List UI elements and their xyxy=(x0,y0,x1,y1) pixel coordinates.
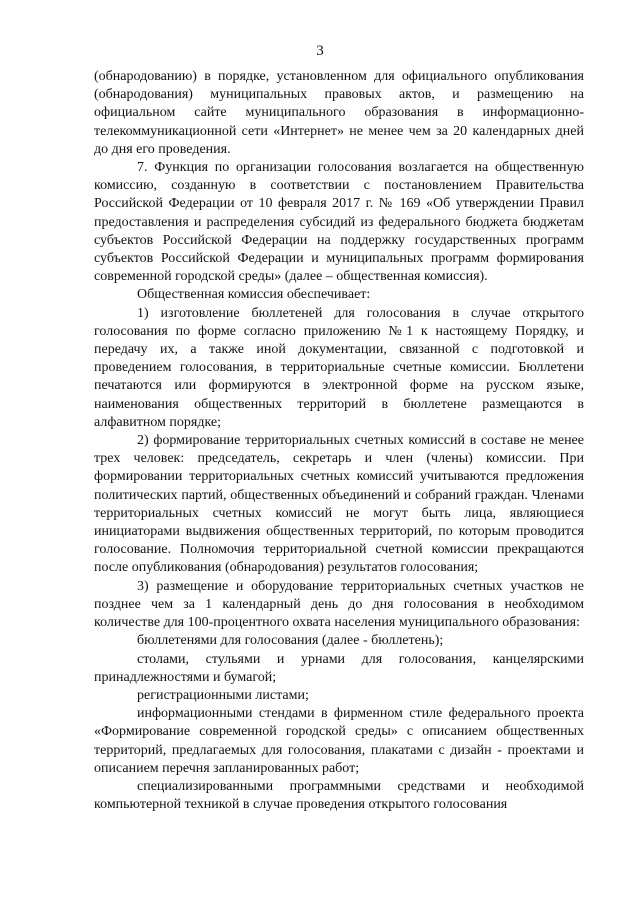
paragraph: 2) формирование территориальных счетных комиссий в составе не менее трех человек: председатель, секретарь и член (члены) комиссии. При формировании территориальных счетных комиссий учитываются предложения политических партий, общественных объединений и собраний граждан. Членами территориальных счетных комиссий не могут быть лица, являющиеся инициаторами выдвижения общественных территорий, по которым проводится голосование. Полномочия территориальной счетной комиссии прекращаются после опубликования (обнародования) результатов голосования; xyxy=(94,433,584,576)
paragraph: специализированными программными средствами и необходимой компьютерной техникой в случае проведения открытого голосования xyxy=(94,778,584,813)
document-body xyxy=(94,68,584,814)
paragraph: столами, стульями и урнами для голосования, канцелярскими принадлежностями и бумагой; xyxy=(94,651,584,685)
paragraph: информационными стендами в фирменном стиле федерального проекта «Формирование современной городской среды» с описанием общественных территорий, предлагаемых для голосования, плакатами с дизайн - проектами и описанием перечня запланированных работ; xyxy=(94,706,584,776)
paragraph: 7. Функция по организации голосования возлагается на общественную комиссию, созданную в соответствии с постановлением Правительства Российской Федерации от 10 февраля 2017 г. № 169 «Об утверждении Правил предоставления и распределения субсидий из федерального бюджета бюджетам субъектов Российской Федерации на поддержку государственных программ субъектов Российской Федерации и муниципальных программ формирования современной городской среды» (далее – общественная комиссия). xyxy=(94,160,584,285)
paragraph: 1) изготовление бюллетеней для голосования в случае открытого голосования по форме согласно приложению №1 к настоящему Порядку, и передачу их, а также иной документации, связанной с подготовкой и проведением голосования, в территориальные счетные комиссии. Бюллетени печатаются или формируются в электронной форме на русском языке, наименования общественных территорий в бюллетене размещаются в алфавитном порядке; xyxy=(94,305,584,430)
paragraph: регистрационными листами; xyxy=(137,687,309,703)
page-number: 3 xyxy=(316,43,324,59)
paragraph: бюллетенями для голосования (далее - бюллетень); xyxy=(137,633,444,649)
paragraph: (обнародованию) в порядке, установленном для официального опубликования (обнародования) муниципальных правовых актов, и размещению на официальном сайте муниципального образования в информационно-телекоммуникационной сети «Интернет» не менее чем за 20 календарных дней до дня его проведения. xyxy=(94,69,584,157)
paragraph: Общественная комиссия обеспечивает: xyxy=(137,287,371,303)
paragraph: 3) размещение и оборудование территориальных счетных участков не позднее чем за 1 календарный день до дня голосования в необходимом количестве для 100-процентного охвата населения муниципального образования: xyxy=(94,578,584,631)
